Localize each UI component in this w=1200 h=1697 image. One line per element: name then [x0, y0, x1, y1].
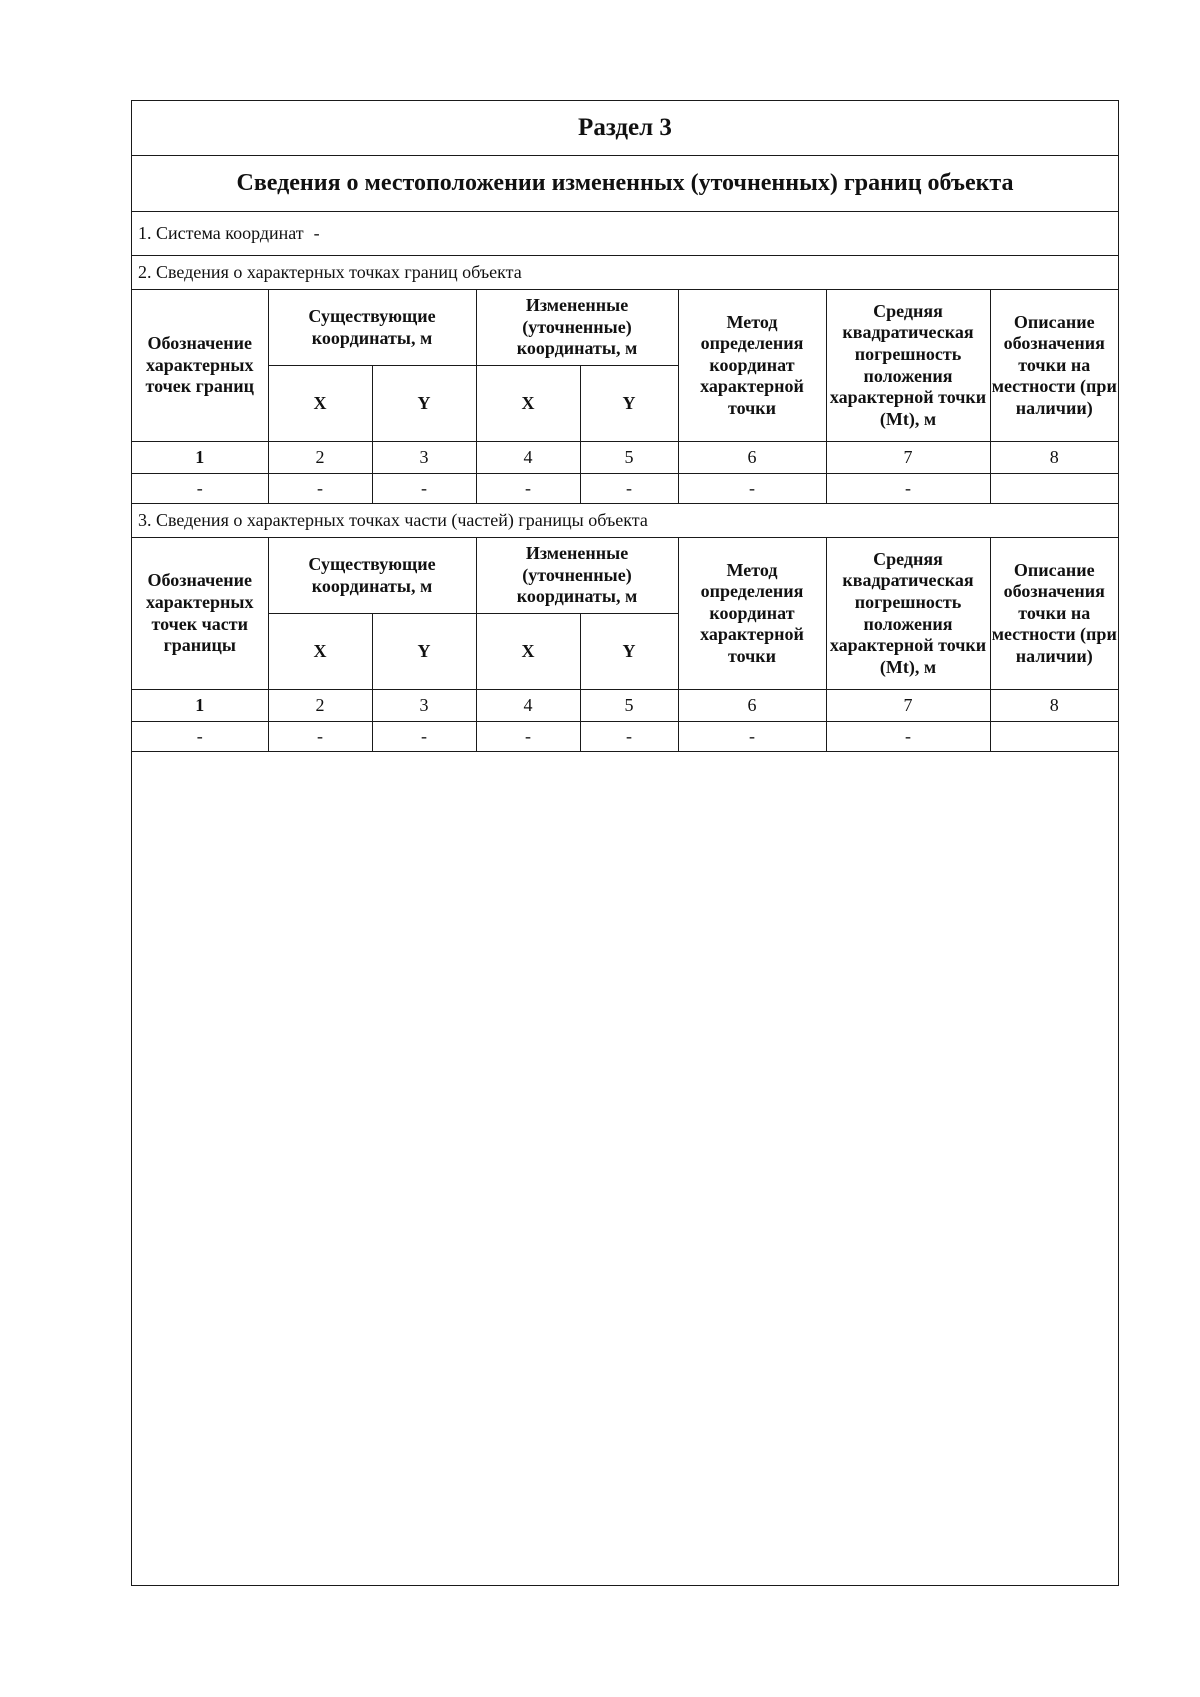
table2-num-cell: 3 [372, 690, 476, 722]
table1-data-cell: - [580, 474, 678, 504]
table1-sub-y2: Y [580, 366, 678, 442]
table1-num-cell: 1 [132, 442, 268, 474]
section-subtitle: Сведения о местоположении измененных (уточненных) границ объекта [132, 156, 1118, 212]
table1-data-cell: - [678, 474, 826, 504]
table1-num-cell: 6 [678, 442, 826, 474]
table1 [132, 290, 1118, 504]
table1-num-cell: 2 [268, 442, 372, 474]
table2-data-cell [990, 722, 1118, 752]
table2-data-cell: - [678, 722, 826, 752]
table2-number-row [132, 690, 1118, 722]
table2-col-changed: Измененные (уточненные) координаты, м [476, 538, 678, 614]
table2-col-existing: Существующие координаты, м [268, 538, 476, 614]
table1-sub-x2: X [476, 366, 580, 442]
table1-col-error: Средняя квадратическая погрешность положения характерной точки (Mt), м [826, 290, 990, 442]
table1-col-existing: Существующие координаты, м [268, 290, 476, 366]
table2-num-cell: 8 [990, 690, 1118, 722]
table1-col-designation: Обозначение характерных точек границ [132, 290, 268, 442]
table1-data-cell: - [132, 474, 268, 504]
table1-heading: 2. Сведения о характерных точках границ объекта [132, 256, 1118, 290]
table2-data-cell: - [826, 722, 990, 752]
table2-num-cell: 6 [678, 690, 826, 722]
table2-col-designation: Обозначение характерных точек части границы [132, 538, 268, 690]
table2-col-method: Метод определения координат характерной точки [678, 538, 826, 690]
table-row [132, 722, 1118, 752]
table2-data-cell: - [132, 722, 268, 752]
coordinate-system-label: 1. Система координат [138, 223, 304, 243]
table2-num-cell: 5 [580, 690, 678, 722]
table1-data-cell: - [372, 474, 476, 504]
table2-heading: 3. Сведения о характерных точках части (частей) границы объекта [132, 504, 1118, 538]
coordinate-system-value: - [313, 223, 320, 243]
table2-data-cell: - [372, 722, 476, 752]
section-title: Раздел 3 [132, 101, 1118, 156]
table1-col-description: Описание обозначения точки на местности (при наличии) [990, 290, 1118, 442]
table1-data-cell: - [476, 474, 580, 504]
table1-num-cell: 7 [826, 442, 990, 474]
table1-data-cell [990, 474, 1118, 504]
table2-sub-x2: X [476, 614, 580, 690]
table1-number-row [132, 442, 1118, 474]
table2 [132, 538, 1118, 752]
table2-num-cell: 7 [826, 690, 990, 722]
table2-num-cell: 4 [476, 690, 580, 722]
document-frame [131, 100, 1119, 1586]
table1-num-cell: 8 [990, 442, 1118, 474]
table1-sub-y1: Y [372, 366, 476, 442]
table1-col-changed: Измененные (уточненные) координаты, м [476, 290, 678, 366]
table1-num-cell: 4 [476, 442, 580, 474]
table-row [132, 474, 1118, 504]
table2-col-error: Средняя квадратическая погрешность положения характерной точки (Mt), м [826, 538, 990, 690]
table1-sub-x1: X [268, 366, 372, 442]
table1-data-cell: - [268, 474, 372, 504]
table1-data-cell: - [826, 474, 990, 504]
table1-col-method: Метод определения координат характерной точки [678, 290, 826, 442]
table2-sub-y2: Y [580, 614, 678, 690]
table2-data-cell: - [580, 722, 678, 752]
table2-sub-x1: X [268, 614, 372, 690]
table2-num-cell: 1 [132, 690, 268, 722]
table2-sub-y1: Y [372, 614, 476, 690]
table1-num-cell: 5 [580, 442, 678, 474]
table2-num-cell: 2 [268, 690, 372, 722]
table2-data-cell: - [476, 722, 580, 752]
coordinate-system-row [132, 212, 1118, 256]
table2-col-description: Описание обозначения точки на местности (при наличии) [990, 538, 1118, 690]
table2-data-cell: - [268, 722, 372, 752]
table1-num-cell: 3 [372, 442, 476, 474]
